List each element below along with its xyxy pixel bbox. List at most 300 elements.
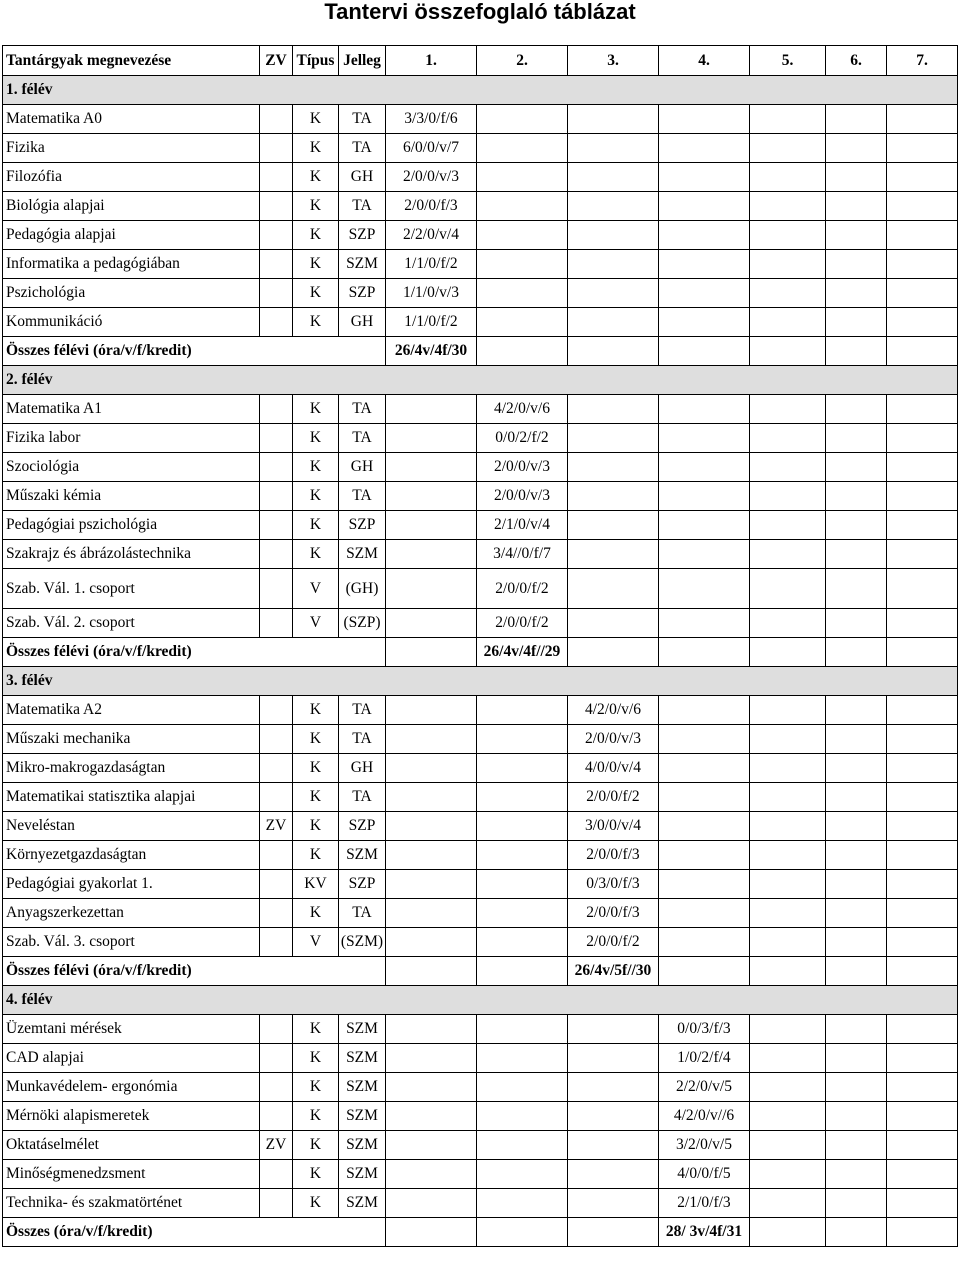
table-row [3,105,958,134]
empty-cell [750,1131,826,1160]
tipus-cell: K [293,696,339,725]
empty-cell [659,754,750,783]
empty-cell [750,105,826,134]
zv-cell [260,105,293,134]
empty-cell [887,1131,958,1160]
jelleg-cell: TA [339,899,386,928]
empty-cell [750,899,826,928]
jelleg-cell: SZP [339,511,386,540]
empty-cell [750,957,826,986]
empty-cell [659,395,750,424]
empty-cell [887,1073,958,1102]
empty-cell [386,395,477,424]
semester-value-cell: 2/0/0/f/2 [568,928,659,957]
jelleg-cell: TA [339,424,386,453]
zv-cell [260,783,293,812]
semester-value-cell: 1/1/0/f/2 [386,250,477,279]
tipus-cell: K [293,1131,339,1160]
empty-cell [750,812,826,841]
empty-cell [750,1189,826,1218]
table-row [3,279,958,308]
empty-cell [826,957,887,986]
summary-label: Összes félévi (óra/v/f/kredit) [3,957,386,986]
zv-cell [260,1044,293,1073]
semester-value-cell: 1/0/2/f/4 [659,1044,750,1073]
empty-cell [826,1218,887,1247]
table-row [3,928,958,957]
empty-cell [568,134,659,163]
empty-cell [887,783,958,812]
empty-cell [477,696,568,725]
subject-name: Szab. Vál. 3. csoport [3,928,260,957]
empty-cell [826,725,887,754]
empty-cell [887,725,958,754]
tipus-cell: K [293,105,339,134]
table-row [3,308,958,337]
empty-cell [568,163,659,192]
header-cell-zv: ZV [260,46,293,76]
empty-cell [477,1218,568,1247]
empty-cell [568,1189,659,1218]
jelleg-cell: TA [339,482,386,511]
subject-name: Pedagógiai gyakorlat 1. [3,870,260,899]
zv-cell: ZV [260,1131,293,1160]
empty-cell [568,540,659,569]
empty-cell [568,511,659,540]
empty-cell [750,221,826,250]
empty-cell [659,482,750,511]
tipus-cell: K [293,1015,339,1044]
tipus-cell: K [293,899,339,928]
table-row [3,1102,958,1131]
empty-cell [887,279,958,308]
jelleg-cell: SZP [339,221,386,250]
empty-cell [826,928,887,957]
empty-cell [826,1131,887,1160]
subject-name: Fizika [3,134,260,163]
empty-cell [750,725,826,754]
empty-cell [887,453,958,482]
header-cell-sem-2: 2. [477,46,568,76]
header-cell-sem-3: 3. [568,46,659,76]
semester-value-cell: 6/0/0/v/7 [386,134,477,163]
subject-name: Pedagógiai pszichológia [3,511,260,540]
empty-cell [477,783,568,812]
tipus-cell: K [293,424,339,453]
tipus-cell: K [293,192,339,221]
empty-cell [568,1160,659,1189]
table-row [3,899,958,928]
empty-cell [887,395,958,424]
empty-cell [386,1073,477,1102]
empty-cell [659,250,750,279]
empty-cell [887,163,958,192]
jelleg-cell: SZM [339,1044,386,1073]
zv-cell [260,696,293,725]
table-row [3,1160,958,1189]
empty-cell [826,1189,887,1218]
jelleg-cell: SZP [339,279,386,308]
tipus-cell: K [293,308,339,337]
empty-cell [659,696,750,725]
empty-cell [477,250,568,279]
semester-value-cell: 0/3/0/f/3 [568,870,659,899]
empty-cell [659,928,750,957]
summary-label: Összes félévi (óra/v/f/kredit) [3,638,386,667]
tipus-cell: K [293,221,339,250]
subject-name: Matematika A0 [3,105,260,134]
tipus-cell: K [293,453,339,482]
empty-cell [386,928,477,957]
summary-value: 28/ 3v/4f/31 [659,1218,750,1247]
semester-value-cell: 2/0/0/f/3 [568,841,659,870]
empty-cell [568,308,659,337]
jelleg-cell: TA [339,395,386,424]
zv-cell [260,250,293,279]
empty-cell [386,424,477,453]
empty-cell [887,105,958,134]
jelleg-cell: TA [339,725,386,754]
tipus-cell: K [293,540,339,569]
empty-cell [887,1218,958,1247]
empty-cell [887,638,958,667]
empty-cell [386,1189,477,1218]
table-row [3,1044,958,1073]
zv-cell [260,192,293,221]
empty-cell [477,308,568,337]
zv-cell: ZV [260,812,293,841]
empty-cell [826,105,887,134]
subject-name: Biológia alapjai [3,192,260,221]
empty-cell [477,221,568,250]
zv-cell [260,453,293,482]
empty-cell [826,424,887,453]
semester-value-cell: 1/1/0/f/2 [386,308,477,337]
empty-cell [750,482,826,511]
empty-cell [826,250,887,279]
semester-label: 2. félév [3,366,958,395]
zv-cell [260,1073,293,1102]
subject-name: Minőségmenedzsment [3,1160,260,1189]
empty-cell [750,754,826,783]
tipus-cell: K [293,841,339,870]
subject-name: Szociológia [3,453,260,482]
empty-cell [887,337,958,366]
empty-cell [386,1044,477,1073]
table-row [3,725,958,754]
empty-cell [659,638,750,667]
zv-cell [260,482,293,511]
empty-cell [826,453,887,482]
header-cell-sem-4: 4. [659,46,750,76]
curriculum-table [2,45,958,1247]
empty-cell [750,841,826,870]
empty-cell [386,511,477,540]
summary-label: Összes (óra/v/f/kredit) [3,1218,386,1247]
tipus-cell: K [293,783,339,812]
semester-value-cell: 2/1/0/v/4 [477,511,568,540]
empty-cell [568,453,659,482]
zv-cell [260,540,293,569]
empty-cell [386,609,477,638]
empty-cell [477,841,568,870]
subject-name: Pszichológia [3,279,260,308]
tipus-cell: K [293,1189,339,1218]
empty-cell [887,134,958,163]
empty-cell [826,511,887,540]
subject-name: Kommunikáció [3,308,260,337]
subject-name: Oktatáselmélet [3,1131,260,1160]
empty-cell [659,105,750,134]
empty-cell [477,105,568,134]
empty-cell [750,870,826,899]
semester-value-cell: 4/0/0/f/5 [659,1160,750,1189]
tipus-cell: K [293,725,339,754]
empty-cell [659,134,750,163]
semester-value-cell: 4/0/0/v/4 [568,754,659,783]
semester-value-cell: 2/1/0/f/3 [659,1189,750,1218]
empty-cell [568,192,659,221]
empty-cell [477,192,568,221]
empty-cell [750,1218,826,1247]
table-row [3,1131,958,1160]
empty-cell [826,221,887,250]
zv-cell [260,1160,293,1189]
empty-cell [568,1218,659,1247]
zv-cell [260,569,293,609]
semester-value-cell: 4/2/0/v/6 [477,395,568,424]
zv-cell [260,609,293,638]
empty-cell [477,134,568,163]
subject-name: Környezetgazdaságtan [3,841,260,870]
tipus-cell: K [293,1044,339,1073]
table-row [3,395,958,424]
empty-cell [659,725,750,754]
summary-row [3,638,958,667]
semester-value-cell: 0/0/3/f/3 [659,1015,750,1044]
zv-cell [260,928,293,957]
empty-cell [887,899,958,928]
table-row [3,424,958,453]
empty-cell [659,870,750,899]
subject-name: Anyagszerkezettan [3,899,260,928]
subject-name: Matematika A2 [3,696,260,725]
semester-value-cell: 2/0/0/v/3 [386,163,477,192]
tipus-cell: K [293,250,339,279]
jelleg-cell: SZM [339,841,386,870]
empty-cell [568,569,659,609]
empty-cell [477,1160,568,1189]
subject-name: Filozófia [3,163,260,192]
semester-value-cell: 2/0/0/f/2 [477,609,568,638]
table-row [3,453,958,482]
tipus-cell: V [293,569,339,609]
subject-name: Pedagógia alapjai [3,221,260,250]
jelleg-cell: (GH) [339,569,386,609]
tipus-cell: K [293,1102,339,1131]
empty-cell [887,754,958,783]
tipus-cell: K [293,134,339,163]
empty-cell [568,424,659,453]
empty-cell [659,783,750,812]
jelleg-cell: SZM [339,1015,386,1044]
empty-cell [659,899,750,928]
header-cell-sem-7: 7. [887,46,958,76]
tipus-cell: K [293,1073,339,1102]
empty-cell [750,337,826,366]
empty-cell [887,812,958,841]
tipus-cell: K [293,511,339,540]
empty-cell [568,337,659,366]
empty-cell [568,638,659,667]
jelleg-cell: TA [339,134,386,163]
table-row [3,482,958,511]
empty-cell [568,482,659,511]
empty-cell [826,395,887,424]
table-row [3,841,958,870]
table-row [3,1073,958,1102]
table-row [3,870,958,899]
empty-cell [826,783,887,812]
semester-value-cell: 2/0/0/f/3 [568,899,659,928]
empty-cell [750,1102,826,1131]
empty-cell [386,1218,477,1247]
jelleg-cell: TA [339,783,386,812]
subject-name: Mérnöki alapismeretek [3,1102,260,1131]
zv-cell [260,511,293,540]
tipus-cell: KV [293,870,339,899]
summary-row [3,337,958,366]
empty-cell [887,511,958,540]
empty-cell [659,453,750,482]
table-row [3,754,958,783]
tipus-cell: K [293,1160,339,1189]
subject-name: Informatika a pedagógiában [3,250,260,279]
jelleg-cell: SZP [339,870,386,899]
empty-cell [386,1015,477,1044]
empty-cell [887,308,958,337]
table-row [3,163,958,192]
empty-cell [659,308,750,337]
empty-cell [826,569,887,609]
tipus-cell: K [293,279,339,308]
empty-cell [659,337,750,366]
table-row [3,783,958,812]
empty-cell [477,1015,568,1044]
zv-cell [260,395,293,424]
subject-name: Szab. Vál. 1. csoport [3,569,260,609]
jelleg-cell: SZM [339,1131,386,1160]
empty-cell [826,1015,887,1044]
empty-cell [887,841,958,870]
empty-cell [659,812,750,841]
empty-cell [477,754,568,783]
table-row [3,250,958,279]
empty-cell [386,696,477,725]
jelleg-cell: GH [339,453,386,482]
table-row [3,134,958,163]
table-row [3,192,958,221]
summary-value: 26/4v/4f/30 [386,337,477,366]
empty-cell [750,1160,826,1189]
empty-cell [386,638,477,667]
empty-cell [887,1102,958,1131]
empty-cell [477,163,568,192]
empty-cell [887,221,958,250]
jelleg-cell: SZM [339,1160,386,1189]
jelleg-cell: (SZM) [339,928,386,957]
semester-label: 4. félév [3,986,958,1015]
empty-cell [477,928,568,957]
header-cell-sem-5: 5. [750,46,826,76]
empty-cell [568,609,659,638]
zv-cell [260,279,293,308]
empty-cell [477,870,568,899]
empty-cell [568,395,659,424]
semester-value-cell: 2/0/0/f/2 [477,569,568,609]
subject-name: Munkavédelem- ergonómia [3,1073,260,1102]
page-title: Tantervi összefoglaló táblázat [324,0,636,24]
empty-cell [826,1044,887,1073]
empty-cell [568,1044,659,1073]
empty-cell [826,812,887,841]
empty-cell [826,337,887,366]
empty-cell [477,279,568,308]
empty-cell [386,870,477,899]
empty-cell [750,1015,826,1044]
summary-value: 26/4v/5f//30 [568,957,659,986]
empty-cell [826,696,887,725]
empty-cell [386,1160,477,1189]
empty-cell [750,569,826,609]
semester-value-cell: 2/2/0/v/4 [386,221,477,250]
empty-cell [887,609,958,638]
header-cell-sem-6: 6. [826,46,887,76]
tipus-cell: V [293,928,339,957]
subject-name: Technika- és szakmatörténet [3,1189,260,1218]
semester-value-cell: 2/0/0/v/3 [477,453,568,482]
subject-name: Matematika A1 [3,395,260,424]
tipus-cell: V [293,609,339,638]
empty-cell [659,511,750,540]
empty-cell [568,1102,659,1131]
zv-cell [260,1189,293,1218]
empty-cell [887,424,958,453]
tipus-cell: K [293,395,339,424]
table-row [3,1015,958,1044]
empty-cell [386,482,477,511]
jelleg-cell: TA [339,192,386,221]
empty-cell [659,221,750,250]
empty-cell [386,540,477,569]
empty-cell [477,1073,568,1102]
empty-cell [887,696,958,725]
empty-cell [659,841,750,870]
empty-cell [386,957,477,986]
empty-cell [477,1102,568,1131]
empty-cell [887,870,958,899]
jelleg-cell: SZM [339,250,386,279]
header-cell-tipus: Típus [293,46,339,76]
zv-cell [260,134,293,163]
empty-cell [477,1131,568,1160]
subject-name: Szakrajz és ábrázolástechnika [3,540,260,569]
empty-cell [750,453,826,482]
empty-cell [386,569,477,609]
zv-cell [260,841,293,870]
semester-value-cell: 2/0/0/v/3 [568,725,659,754]
empty-cell [826,1073,887,1102]
